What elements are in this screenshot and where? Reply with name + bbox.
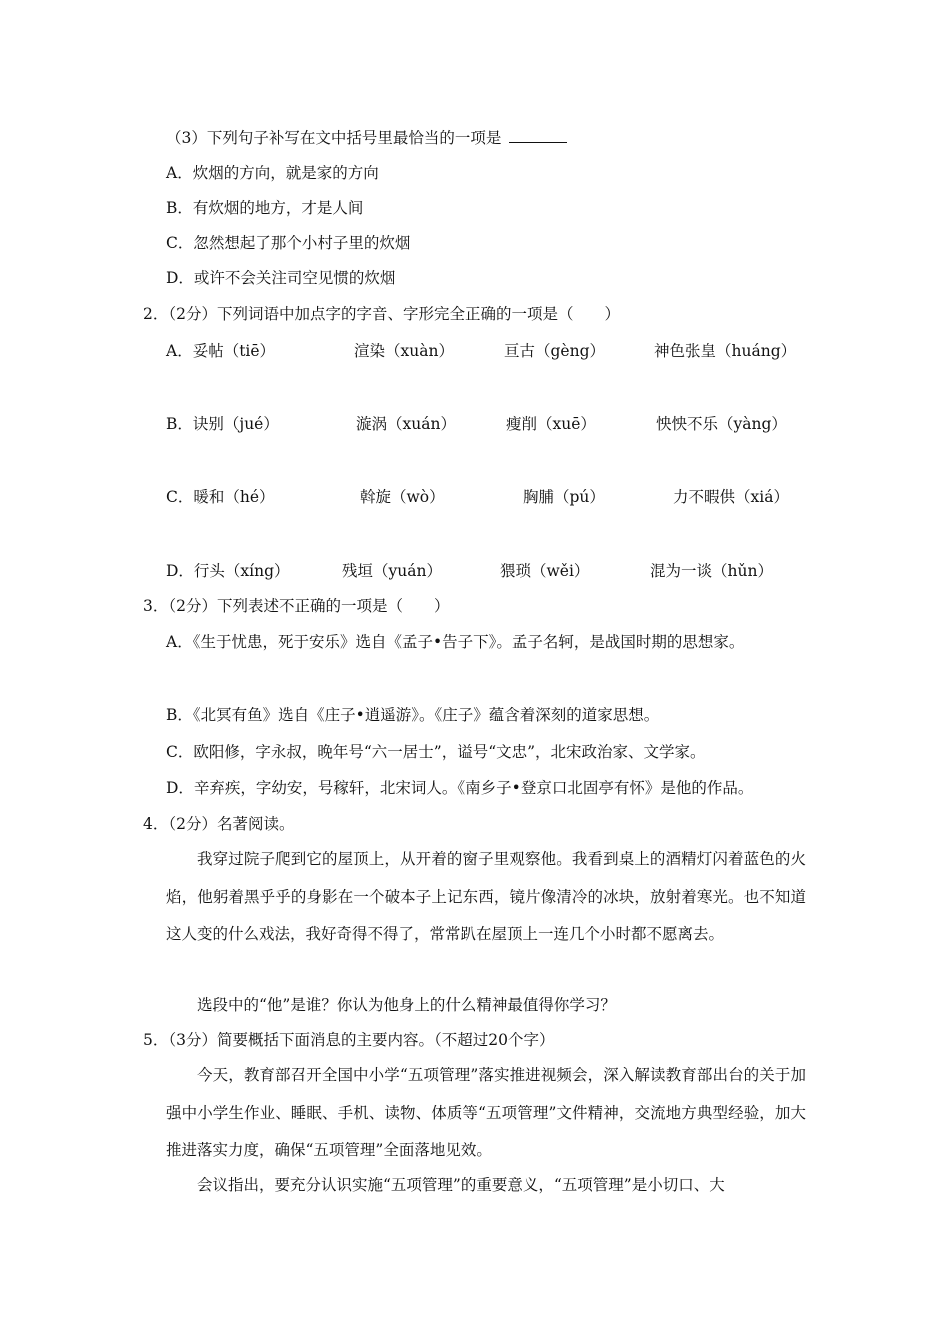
- q3-option-b: B．《北冥有鱼》选自《庄子•逍遥游》。《庄子》蕴含着深刻的道家思想。: [166, 706, 660, 724]
- answer-blank[interactable]: [509, 128, 567, 143]
- q2-b-4: 怏怏不乐（yàng）: [656, 415, 787, 433]
- q1-sub3-prompt: [166, 128, 567, 148]
- q2-stem-text: （2分）下列词语中加点字的字音、字形完全正确的一项是（ ）: [168, 305, 620, 323]
- q2-a-2: 渲染（xuàn）: [354, 342, 454, 360]
- q2-a-4: 神色张皇（huáng）: [654, 342, 797, 360]
- q2-d-1: D．行头（xíng）: [166, 562, 290, 580]
- q5-stem: [143, 1030, 554, 1050]
- q2-stem: [143, 304, 620, 324]
- q3-option-c: C．欧阳修，字永叔，晚年号“六一居士”，谥号“文忠”，北宋政治家、文学家。: [166, 743, 706, 761]
- q2-d-2: 残垣（yuán）: [342, 562, 442, 580]
- q3-number: 3．: [143, 597, 169, 615]
- q4-stem-text: （2分）名著阅读。: [168, 815, 295, 833]
- q4-stem: [143, 814, 295, 834]
- q2-number: 2．: [143, 305, 169, 323]
- q4-passage: 我穿过院子爬到它的屋顶上，从开着的窗子里观察他。我看到桌上的酒精灯闪着蓝色的火焰，他躬着黑乎乎的身影在一个破本子上记东西，镜片像清冷的冰块，放射着寒光。也不知道这人变的什么戏法，我好奇得不得了，常常趴在屋顶上一连几个小时都不愿离去。: [166, 850, 806, 943]
- q5-number: 5．: [143, 1031, 169, 1049]
- q2-d-4: 混为一谈（hǔn）: [650, 562, 773, 580]
- q2-c-2: 斡旋（wò）: [360, 488, 445, 506]
- q5-paragraph-2: 会议指出，要充分认识实施“五项管理”的重要意义，“五项管理”是小切口、大: [197, 1176, 725, 1194]
- q1-option-d: D．或许不会关注司空见惯的炊烟: [166, 269, 396, 287]
- q4-number: 4．: [143, 815, 169, 833]
- q2-d-3: 猥琐（wěi）: [500, 562, 590, 580]
- q4-question: 选段中的“他”是谁？你认为他身上的什么精神最值得你学习？: [197, 996, 616, 1014]
- q1-option-c: C．忽然想起了那个小村子里的炊烟: [166, 234, 411, 252]
- q2-a-1: A．妥帖（tiē）: [166, 342, 276, 360]
- q5-paragraph-1: 今天，教育部召开全国中小学“五项管理”落实推进视频会，深入解读教育部出台的关于加强中小学生作业、睡眠、手机、读物、体质等“五项管理”文件精神，交流地方典型经验，加大推进落实力度，确保“五项管理”全面落地见效。: [166, 1066, 806, 1159]
- q2-b-2: 漩涡（xuán）: [356, 415, 456, 433]
- q2-a-3: 亘古（gèng）: [504, 342, 606, 360]
- q1-sub3-prompt-text: （3）下列句子补写在文中括号里最恰当的一项是: [166, 129, 502, 147]
- q3-stem: [143, 596, 450, 616]
- q5-stem-text: （3分）简要概括下面消息的主要内容。（不超过20个字）: [168, 1031, 555, 1049]
- q3-option-a: A．《生于忧患，死于安乐》选自《孟子•告子下》。孟子名轲，是战国时期的思想家。: [166, 633, 745, 651]
- q2-b-1: B．诀别（jué）: [166, 415, 279, 433]
- q1-option-a: A．炊烟的方向，就是家的方向: [166, 164, 379, 182]
- q3-option-d: D．辛弃疾，字幼安，号稼轩，北宋词人。《南乡子•登京口北固亭有怀》是他的作品。: [166, 779, 754, 797]
- q3-stem-text: （2分）下列表述不正确的一项是（ ）: [168, 597, 450, 615]
- q2-c-3: 胸脯（pú）: [523, 488, 605, 506]
- q1-option-b: B．有炊烟的地方，才是人间: [166, 199, 364, 217]
- q2-c-1: C．暖和（hé）: [166, 488, 275, 506]
- q2-b-3: 瘦削（xuē）: [506, 415, 596, 433]
- q2-c-4: 力不暇供（xiá）: [673, 488, 789, 506]
